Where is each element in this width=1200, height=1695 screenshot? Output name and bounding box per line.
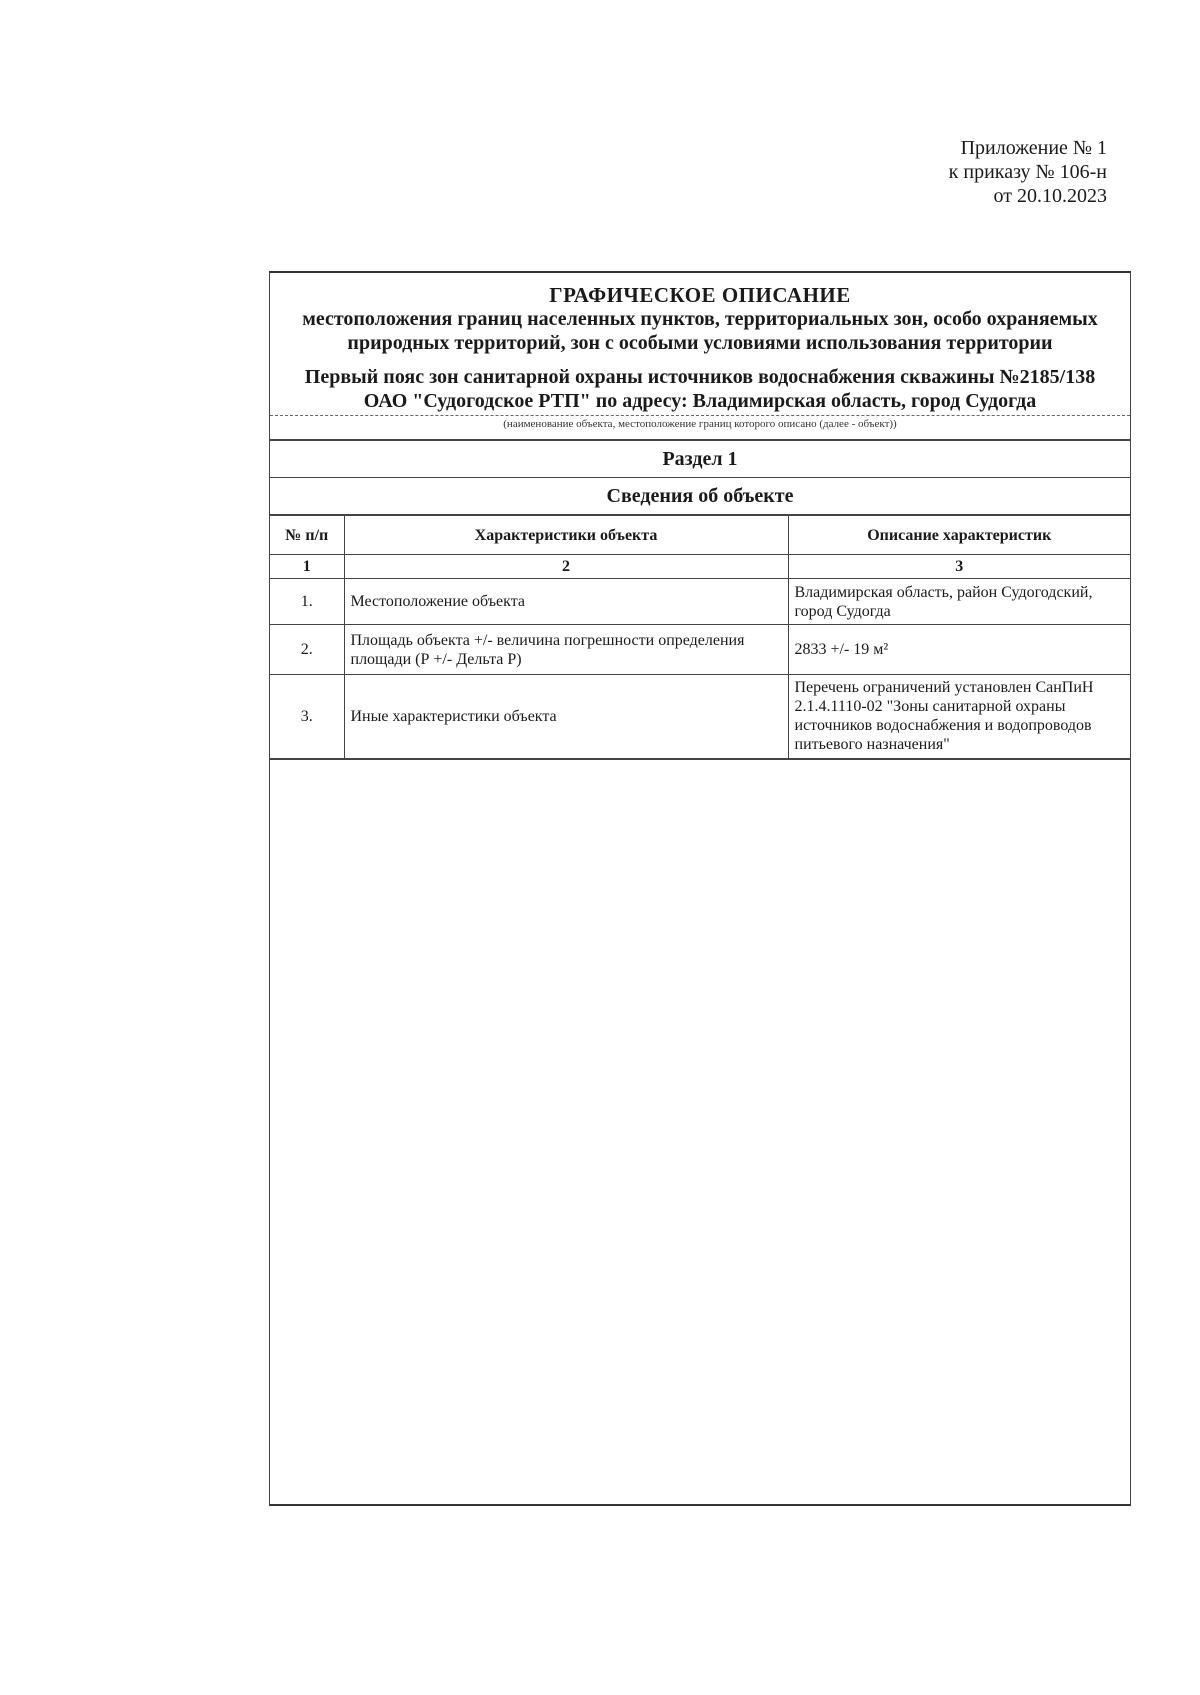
row-description: Владимирская область, район Судогодский, город Судогда [788,579,1130,625]
column-number-row [270,555,1130,579]
column-number: 2 [344,555,788,579]
row-description: 2833 +/- 19 м² [788,625,1130,675]
document-header [270,273,1130,433]
column-number: 3 [788,555,1130,579]
row-characteristic: Местоположение объекта [344,579,788,625]
section-heading: Раздел 1 [270,439,1130,477]
appendix-date: от 20.10.2023 [993,185,1107,207]
row-number: 2. [270,625,344,675]
row-number: 1. [270,579,344,625]
row-number: 3. [270,675,344,759]
section-title: Сведения об объекте [270,477,1130,514]
object-name: Первый пояс зон санитарной охраны источников водоснабжения скважины №2185/138 ОАО "Судогодское РТП" по адресу: Владимирская область, город Судогда [304,366,1096,412]
table-row [270,579,1130,625]
table-row [270,675,1130,759]
document-subtitle: местоположения границ населенных пунктов, территориальных зон, особо охраняемых природных территорий, зон с особыми условиями использования территории [302,308,1098,354]
object-caption: (наименование объекта, местоположение границ которого описано (далее - объект)) [270,415,1130,433]
appendix-order: к приказу № 106-н [948,161,1107,183]
appendix-reference [807,136,1107,208]
header-description: Описание характеристик [788,515,1130,555]
row-characteristic: Иные характеристики объекта [344,675,788,759]
table-row [270,625,1130,675]
column-number: 1 [270,555,344,579]
row-description: Перечень ограничений установлен СанПиН 2.1.4.1110-02 "Зоны санитарной охраны источников водоснабжения и водопроводов питьевого назначения" [788,675,1130,759]
object-info-table [270,514,1130,760]
document-frame [269,271,1131,1506]
header-number: № п/п [270,515,344,555]
table-header-row [270,515,1130,555]
appendix-number: Приложение № 1 [960,137,1107,159]
document-title: ГРАФИЧЕСКОЕ ОПИСАНИЕ [549,283,851,307]
header-characteristic: Характеристики объекта [344,515,788,555]
row-characteristic: Площадь объекта +/- величина погрешности определения площади (Р +/- Дельта Р) [344,625,788,675]
